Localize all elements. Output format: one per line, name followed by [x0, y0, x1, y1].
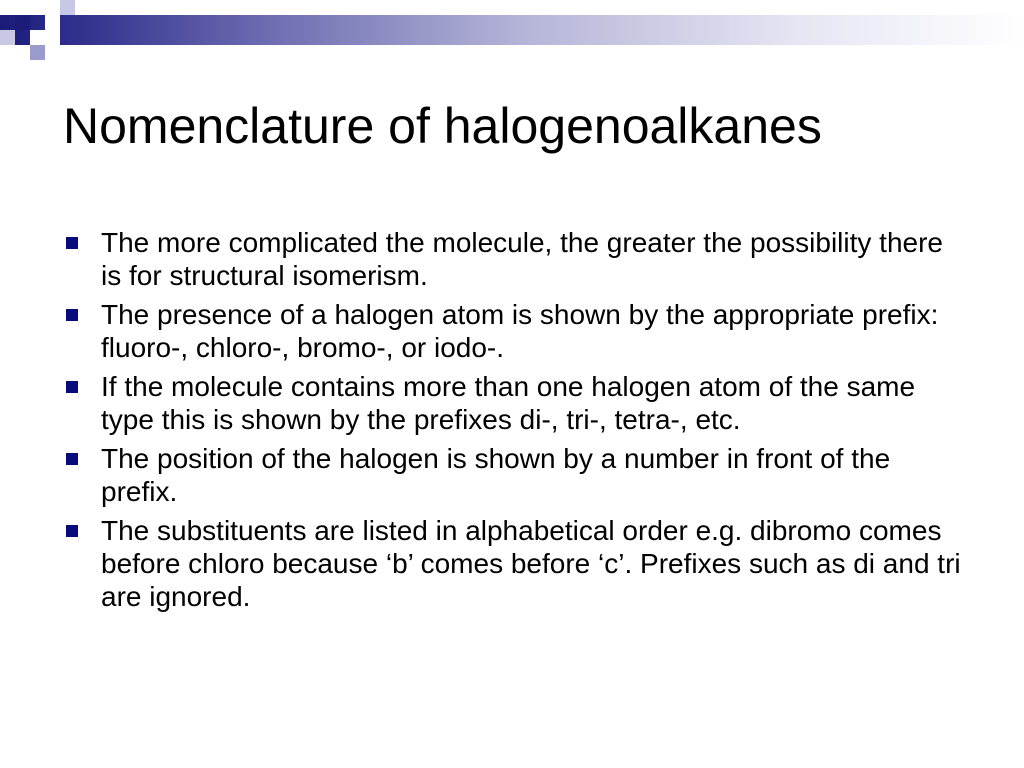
decorative-square — [15, 15, 30, 30]
bullet-item — [60, 442, 965, 508]
bullet-list — [60, 226, 965, 619]
bullet-text: The position of the halogen is shown by a number in front of the prefix. — [101, 443, 891, 507]
decorative-square — [0, 30, 15, 45]
decorative-square — [45, 15, 60, 30]
header-gradient-bar — [0, 15, 1024, 45]
square-bullet-icon — [66, 381, 78, 393]
slide-title: Nomenclature of halogenoalkanes — [63, 98, 822, 154]
decorative-square — [60, 0, 75, 15]
square-bullet-icon — [66, 453, 78, 465]
bullet-text: If the molecule contains more than one halogen atom of the same type this is shown by the prefixes di-, tri-, tetra-, etc. — [101, 371, 916, 435]
square-bullet-icon — [66, 309, 78, 321]
square-bullet-icon — [66, 525, 78, 537]
square-bullet-icon — [66, 237, 78, 249]
decorative-square — [30, 30, 45, 45]
decorative-square — [0, 0, 15, 15]
bullet-item — [60, 370, 965, 436]
bullet-item — [60, 226, 965, 292]
bullet-text: The substituents are listed in alphabetical order e.g. dibromo comes before chloro because ‘b’ comes before ‘c’. Prefixes such as di and tri are ignored. — [101, 515, 961, 612]
bullet-item — [60, 514, 965, 613]
decorative-square — [30, 45, 45, 60]
decorative-square — [45, 30, 60, 45]
bullet-item — [60, 298, 965, 364]
bullet-text: The more complicated the molecule, the greater the possibility there is for structural isomerism. — [101, 227, 943, 291]
bullet-text: The presence of a halogen atom is shown by the appropriate prefix: fluoro-, chloro-, bromo-, or iodo-. — [101, 299, 939, 363]
